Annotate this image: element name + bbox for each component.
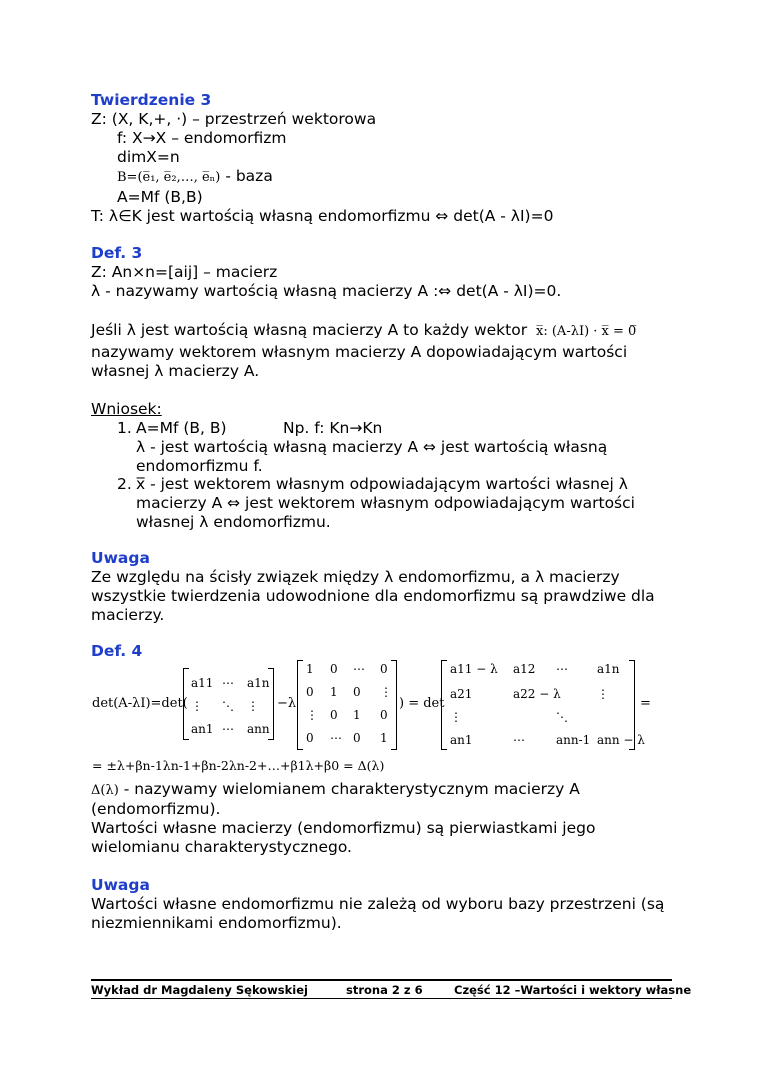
uwaga-1-line2: wszystkie twierdzenia udowodnione dla endomorfizmu są prawdziwe dla bbox=[91, 587, 655, 605]
uwaga-2-heading: Uwaga bbox=[91, 876, 150, 894]
footer-page-number: strona 2 z 6 bbox=[346, 983, 423, 997]
a-matrix-cell: ann bbox=[247, 722, 270, 736]
uwaga-1-heading: Uwaga bbox=[91, 549, 150, 567]
eigenvector-prefix: Jeśli λ jest wartością własną macierzy A to każdy wektor bbox=[91, 321, 528, 339]
uwaga-2-line1: Wartości własne endomorfizmu nie zależą od wyboru bazy przestrzeni (są bbox=[91, 895, 665, 913]
wniosek-item-1-line2: λ - jest wartością własną macierzy A ⇔ jest wartością własną bbox=[136, 438, 608, 456]
identity-matrix-cell: 1 bbox=[380, 731, 388, 745]
endomorphism-note: (endomorfizmu). bbox=[91, 800, 221, 818]
eigenvector-condition: x̅: (A-λI) · x̅ = 0̅ bbox=[536, 324, 637, 339]
det-prefix: det(A-λI)=det( bbox=[92, 696, 188, 711]
a-matrix-cell: ⋮ bbox=[247, 699, 259, 713]
minus-lambda: −λ bbox=[277, 696, 297, 711]
identity-matrix-cell: ⋯ bbox=[330, 731, 342, 745]
wniosek-item-1-line3: endomorfizmu f. bbox=[136, 457, 263, 475]
identity-matrix-cell: 0 bbox=[353, 731, 361, 745]
def-3-eigenvector-line2: nazywamy wektorem własnym macierzy A dopowiadającym wartości bbox=[91, 343, 628, 361]
identity-matrix-cell: 0 bbox=[380, 662, 388, 676]
def-3-eigenvalue: λ - nazywamy wartością własną macierzy A :⇔ det(A - λI)=0. bbox=[91, 282, 562, 300]
identity-matrix-cell: 1 bbox=[330, 685, 338, 699]
identity-matrix-cell: 0 bbox=[330, 662, 338, 676]
identity-matrix-cell: ⋮ bbox=[380, 685, 392, 699]
difference-matrix-cell: ⋮ bbox=[597, 687, 609, 701]
wniosek-item-2-num: 2. bbox=[117, 475, 132, 493]
uwaga-1-line3: macierzy. bbox=[91, 606, 165, 624]
difference-matrix-cell: ann-1 bbox=[556, 733, 591, 747]
basis-expression: B=(e̅₁, e̅₂,…, e̅ₙ) bbox=[117, 170, 221, 185]
footer-rule-bottom bbox=[91, 998, 672, 999]
a-matrix-cell: a1n bbox=[247, 676, 270, 690]
wniosek-item-2-line3: własnej λ endomorfizmu. bbox=[136, 513, 331, 531]
identity-matrix-cell: 0 bbox=[306, 731, 314, 745]
identity-matrix-cell: 0 bbox=[306, 685, 314, 699]
uwaga-1-line1: Ze względu na ścisły związek między λ endomorfizmu, a λ macierzy bbox=[91, 568, 620, 586]
theorem-3-endomorphism: f: X→X – endomorfizm bbox=[117, 129, 287, 147]
def-4-heading: Def. 4 bbox=[91, 642, 143, 660]
footer-section: Część 12 –Wartości i wektory własne bbox=[454, 983, 692, 997]
theorem-3-basis bbox=[117, 167, 273, 187]
def-3-eigenvector-line1 bbox=[91, 321, 636, 341]
a-matrix-cell: ⋱ bbox=[222, 699, 234, 713]
delta-description: - nazywamy wielomianem charakterystycznym macierzy A bbox=[118, 780, 580, 798]
def-3-assumption: Z: An×n=[aij] – macierz bbox=[91, 263, 278, 281]
wniosek-item-1-num: 1. bbox=[117, 419, 132, 437]
wniosek-item-1-example: Np. f: Kn→Kn bbox=[283, 419, 383, 437]
difference-matrix-cell: ⋱ bbox=[556, 710, 568, 724]
delta-line bbox=[91, 780, 580, 800]
footer-rule bbox=[91, 979, 672, 981]
theorem-3-heading: Twierdzenie 3 bbox=[91, 91, 212, 109]
roots-line1: Wartości własne macierzy (endomorfizmu) są pierwiastkami jego bbox=[91, 819, 596, 837]
uwaga-2-line2: niezmiennikami endomorfizmu). bbox=[91, 914, 342, 932]
theorem-3-thesis: T: λ∈K jest wartością własną endomorfizmu ⇔ det(A - λI)=0 bbox=[91, 207, 554, 225]
def-3-eigenvector-line3: własnej λ macierzy A. bbox=[91, 362, 260, 380]
identity-left-bracket bbox=[297, 660, 303, 750]
difference-matrix-cell: an1 bbox=[450, 733, 473, 747]
roots-line2: wielomianu charakterystycznego. bbox=[91, 838, 352, 856]
a-matrix-cell: ⋯ bbox=[222, 722, 234, 736]
close-det: ) = det bbox=[399, 696, 445, 711]
identity-right-bracket bbox=[391, 660, 397, 750]
footer-author: Wykład dr Magdaleny Sękowskiej bbox=[91, 983, 308, 997]
a-matrix-cell: an1 bbox=[191, 722, 214, 736]
identity-matrix-cell: ⋮ bbox=[306, 708, 318, 722]
difference-matrix-cell: a1n bbox=[597, 662, 620, 676]
a-matrix-cell: ⋯ bbox=[222, 676, 234, 690]
wniosek-item-1-matrix: A=Mf (B, B) bbox=[136, 419, 227, 437]
theorem-3-matrix: A=Mf (B,B) bbox=[117, 188, 203, 206]
identity-matrix-cell: ⋯ bbox=[353, 662, 365, 676]
identity-matrix-cell: 0 bbox=[330, 708, 338, 722]
diff-matrix-left-bracket bbox=[441, 660, 447, 750]
def-3-heading: Def. 3 bbox=[91, 244, 143, 262]
theorem-3-dimension: dimX=n bbox=[117, 148, 180, 166]
identity-matrix-cell: 0 bbox=[380, 708, 388, 722]
difference-matrix-cell: a21 bbox=[450, 687, 473, 701]
delta-symbol: Δ(λ) bbox=[91, 783, 119, 798]
difference-matrix-cell: a11 − λ bbox=[450, 662, 498, 676]
characteristic-polynomial: = ±λ+βn-1λn-1+βn-2λn-2+…+β1λ+β0 = Δ(λ) bbox=[92, 758, 385, 773]
identity-matrix-cell: 1 bbox=[353, 708, 361, 722]
identity-matrix-cell: 1 bbox=[306, 662, 314, 676]
a-matrix-cell: ⋮ bbox=[191, 699, 203, 713]
identity-matrix-cell: 0 bbox=[353, 685, 361, 699]
wniosek-item-2-line1: x̅ - jest wektorem własnym odpowiadającym wartości własnej λ bbox=[136, 475, 628, 493]
difference-matrix-cell: ⋯ bbox=[513, 733, 525, 747]
theorem-3-assumption: Z: (X, K,+, ·) – przestrzeń wektorowa bbox=[91, 110, 377, 128]
a-matrix-left-bracket bbox=[183, 668, 189, 740]
difference-matrix-cell: ann − λ bbox=[597, 733, 645, 747]
difference-matrix-cell: a22 − λ bbox=[513, 687, 561, 701]
a-matrix-cell: a11 bbox=[191, 676, 214, 690]
difference-matrix-cell: ⋯ bbox=[556, 662, 568, 676]
difference-matrix-cell: ⋮ bbox=[450, 710, 462, 724]
equals-sign: = bbox=[640, 696, 651, 711]
wniosek-heading: Wniosek: bbox=[91, 400, 162, 418]
difference-matrix-cell: a12 bbox=[513, 662, 536, 676]
basis-label: - baza bbox=[225, 167, 273, 185]
wniosek-item-2-line2: macierzy A ⇔ jest wektorem własnym odpowiadającym wartości bbox=[136, 494, 635, 512]
